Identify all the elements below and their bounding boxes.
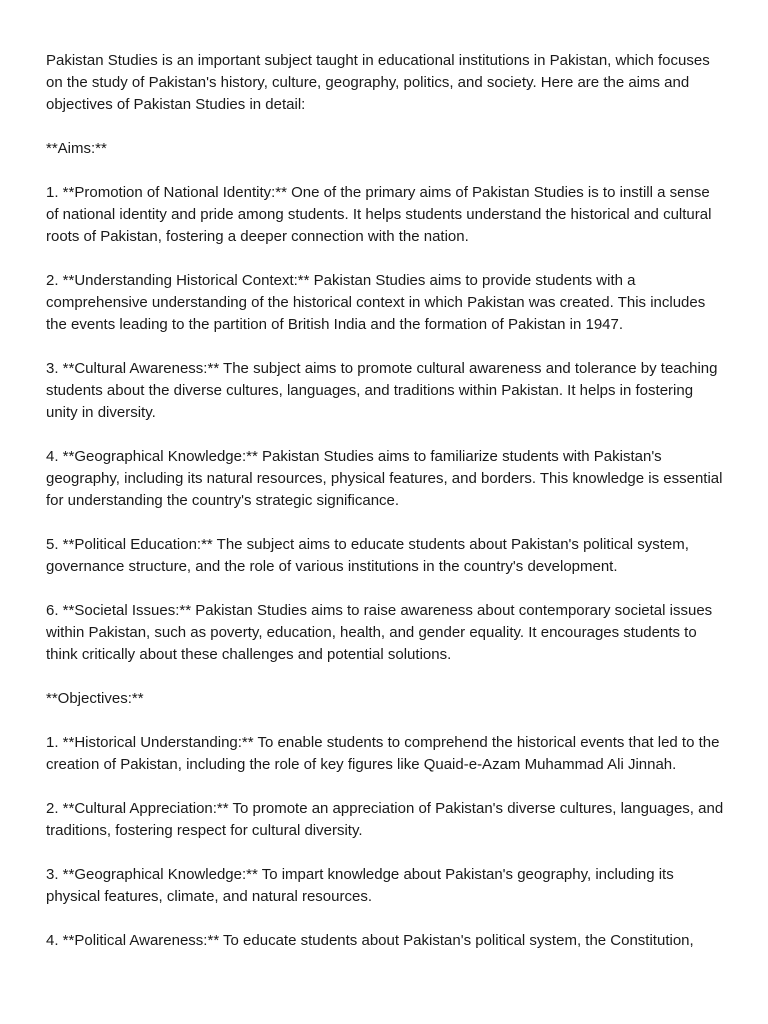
aim-item-6: 6. **Societal Issues:** Pakistan Studies aims to raise awareness about contemporary societal issues within Pakistan, such as poverty, education, health, and gender equality. It encourages students to think critically about these challenges and potential solutions. (46, 602, 713, 663)
aims-heading: **Aims:** (46, 140, 107, 157)
intro-paragraph: Pakistan Studies is an important subject taught in educational institutions in Pakistan, which focuses on the study of Pakistan's history, culture, geography, politics, and society. Here are the aims and objectives of Pakistan Studies in detail: (46, 52, 710, 113)
document-body (46, 50, 726, 974)
objective-item-1: 1. **Historical Understanding:** To enable students to comprehend the historical events that led to the creation of Pakistan, including the role of key figures like Quaid-e-Azam Muhammad Ali Jinnah. (46, 734, 720, 773)
aim-item-3: 3. **Cultural Awareness:** The subject aims to promote cultural awareness and tolerance by teaching students about the diverse cultures, languages, and traditions within Pakistan. It helps in fostering unity in diversity. (46, 360, 718, 421)
aim-item-5: 5. **Political Education:** The subject aims to educate students about Pakistan's political system, governance structure, and the role of various institutions in the country's development. (46, 536, 689, 575)
objective-item-3: 3. **Geographical Knowledge:** To impart knowledge about Pakistan's geography, including its physical features, climate, and natural resources. (46, 866, 674, 905)
objective-item-4: 4. **Political Awareness:** To educate students about Pakistan's political system, the Constitution, (46, 932, 694, 949)
objective-item-2: 2. **Cultural Appreciation:** To promote an appreciation of Pakistan's diverse cultures, languages, and traditions, fostering respect for cultural diversity. (46, 800, 724, 839)
objectives-heading: **Objectives:** (46, 690, 144, 707)
aim-item-4: 4. **Geographical Knowledge:** Pakistan Studies aims to familiarize students with Pakistan's geography, including its natural resources, physical features, and borders. This knowledge is essential for understanding the country's strategic significance. (46, 448, 723, 509)
aim-item-1: 1. **Promotion of National Identity:** One of the primary aims of Pakistan Studies is to instill a sense of national identity and pride among students. It helps students understand the historical and cultural roots of Pakistan, fostering a deeper connection with the nation. (46, 184, 712, 245)
aim-item-2: 2. **Understanding Historical Context:** Pakistan Studies aims to provide students with a comprehensive understanding of the historical context in which Pakistan was created. This includes the events leading to the partition of British India and the formation of Pakistan in 1947. (46, 272, 706, 333)
